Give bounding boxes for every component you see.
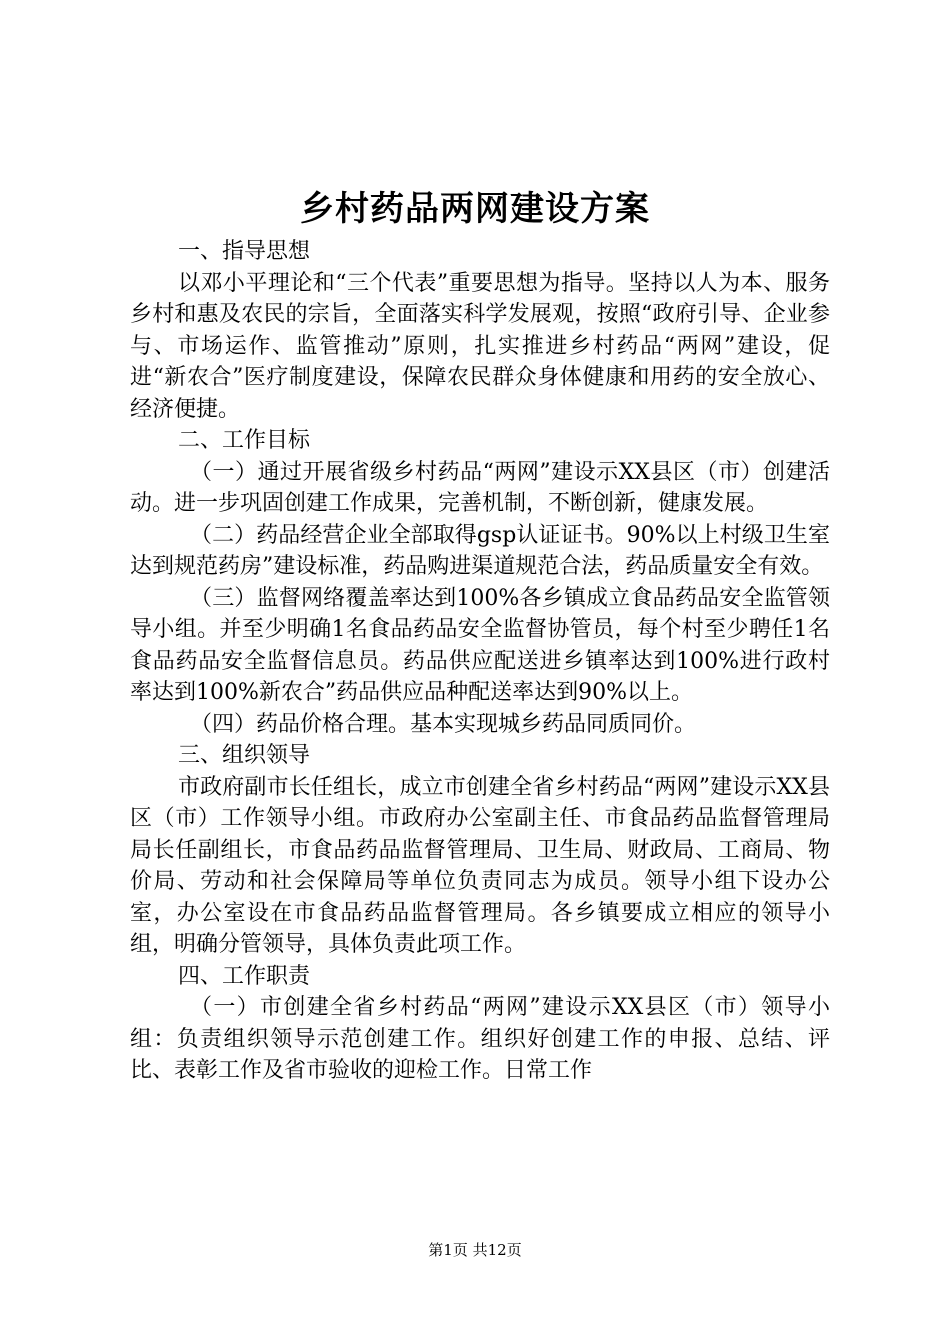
page-indicator: 第1页 共12页 xyxy=(428,1241,522,1259)
section-heading-organization: 三、组织领导 xyxy=(178,743,311,768)
section-heading-work-goals: 二、工作目标 xyxy=(178,428,311,453)
section-heading-guiding-ideology: 一、指导思想 xyxy=(178,239,311,264)
paragraph-guiding-ideology: 以邓小平理论和“三个代表”重要思想为指导。坚持以人为本、服务乡村和惠及农民的宗旨，全面落实科学发展观，按照“政府引导、企业参与、市场运作、监管推动”原则，扎实推进乡村药品“两网”建设，促进“新农合”医疗制度建设，保障农民群众身体健康和用药的安全放心、经济便捷。 xyxy=(130,270,830,422)
section-heading-responsibilities: 四、工作职责 xyxy=(178,963,311,989)
paragraph-goal-4: （四）药品价格合理。基本实现城乡药品同质同价。 xyxy=(190,711,697,737)
paragraph-organization: 市政府副市长任组长，成立市创建全省乡村药品“两网”建设示XX县区（市）工作领导小组。市政府办公室副主任、市食品药品监督管理局局长任副组长，市食品药品监督管理局、卫生局、财政局、工商局、物价局、劳动和社会保障局等单位负责同志为成员。领导小组下设办公室，办公室设在市食品药品监督管理局。各乡镇要成立相应的领导小组，明确分管领导，具体负责此项工作。 xyxy=(130,774,830,957)
document-body xyxy=(130,236,830,1087)
paragraph-goal-1: （一）通过开展省级乡村药品“两网”建设示XX县区（市）创建活动。进一步巩固创建工作成果，完善机制，不断创新，健康发展。 xyxy=(130,459,830,516)
document-title: 乡村药品两网建设方案 xyxy=(300,189,650,229)
paragraph-responsibility-1: （一）市创建全省乡村药品“两网”建设示XX县区（市）领导小组：负责组织领导示范创建工作。组织好创建工作的申报、总结、评比、表彰工作及省市验收的迎检工作。日常工作 xyxy=(130,995,830,1083)
paragraph-goal-3: （三）监督网络覆盖率达到100%各乡镇成立食品药品安全监管领导小组。并至少明确1名食品药品安全监督协管员，每个村至少聘任1名食品药品安全监督信息员。药品供应配送进乡镇率达到100%进行政村率达到100%新农合”药品供应品种配送率达到90%以上。 xyxy=(130,585,830,705)
paragraph-goal-2: （二）药品经营企业全部取得gsp认证证书。90%以上村级卫生室达到规范药房”建设标准，药品购进渠道规范合法，药品质量安全有效。 xyxy=(130,522,830,579)
